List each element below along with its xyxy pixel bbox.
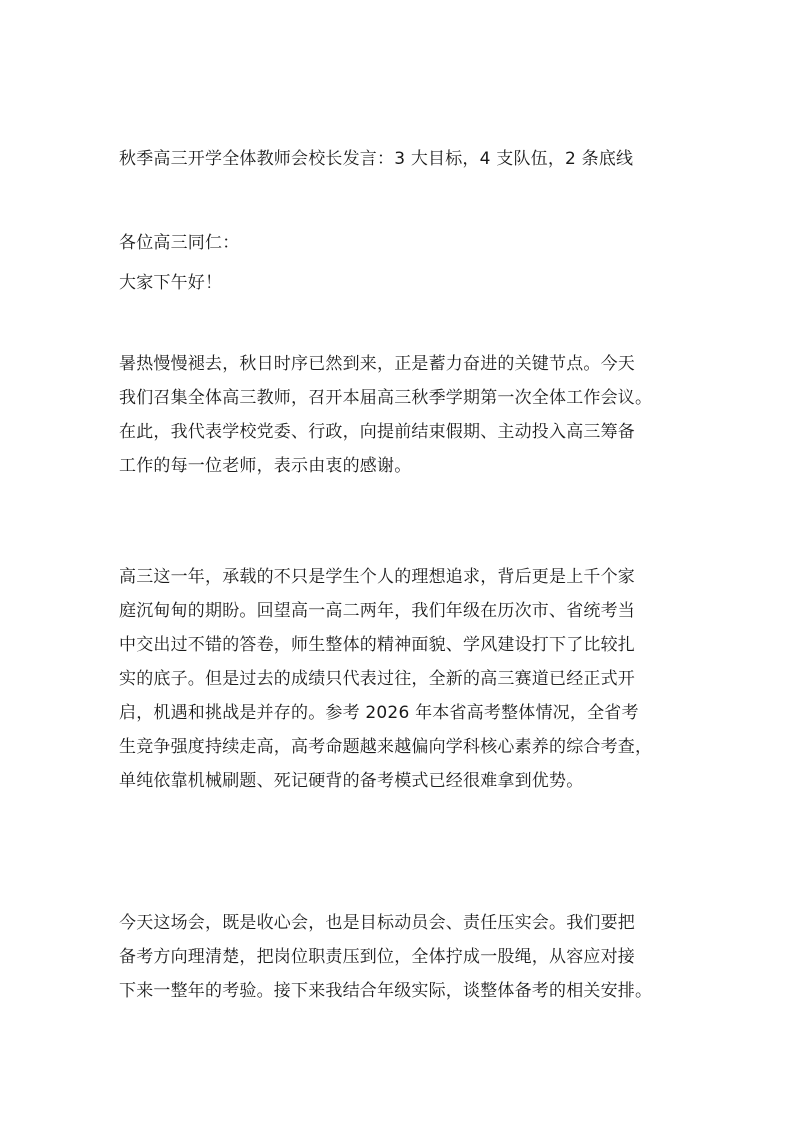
paragraph-line: 工作的每一位老师，表示由衷的感谢。 [119, 456, 412, 476]
paragraph-line: 实的底子。但是过去的成绩只代表过往，全新的高三赛道已经正式开 [119, 669, 635, 689]
paragraph-1 [119, 347, 689, 483]
paragraph-line: 生竞争强度持续走高，高考命题越来越偏向学科核心素养的综合考查， [119, 737, 653, 757]
paragraph-line: 高三这一年，承载的不只是学生个人的理想追求，背后更是上千个家 [119, 567, 635, 587]
paragraph-line: 今天这场会，既是收心会，也是目标动员会、责任压实会。我们要把 [119, 913, 635, 933]
paragraph-line: 启，机遇和挑战是并存的。参考 2026 年本省高考整体情况，全省考 [119, 703, 639, 723]
paragraph-line: 我们召集全体高三教师，召开本届高三秋季学期第一次全体工作会议。 [119, 388, 653, 408]
paragraph-2 [119, 560, 689, 798]
speech-title: 秋季高三开学全体教师会校长发言：3 大目标，4 支队伍，2 条底线 [119, 149, 634, 169]
paragraph-line: 中交出过不错的答卷，师生整体的精神面貌、学风建设打下了比较扎 [119, 635, 635, 655]
paragraph-line: 备考方向理清楚，把岗位职责压到位，全体拧成一股绳，从容应对接 [119, 947, 635, 967]
greeting: 大家下午好！ [119, 273, 223, 293]
paragraph-line: 在此，我代表学校党委、行政，向提前结束假期、主动投入高三筹备 [119, 422, 635, 442]
paragraph-line: 暑热慢慢褪去，秋日时序已然到来，正是蓄力奋进的关键节点。今天 [119, 354, 635, 374]
salutation: 各位高三同仁： [119, 233, 240, 253]
paragraph-line: 下来一整年的考验。接下来我结合年级实际，谈整体备考的相关安排。 [119, 981, 653, 1001]
paragraph-line: 庭沉甸甸的期盼。回望高一高二两年，我们年级在历次市、省统考当 [119, 601, 635, 621]
paragraph-line: 单纯依靠机械刷题、死记硬背的备考模式已经很难拿到优势。 [119, 771, 584, 791]
paragraph-3 [119, 906, 689, 1008]
